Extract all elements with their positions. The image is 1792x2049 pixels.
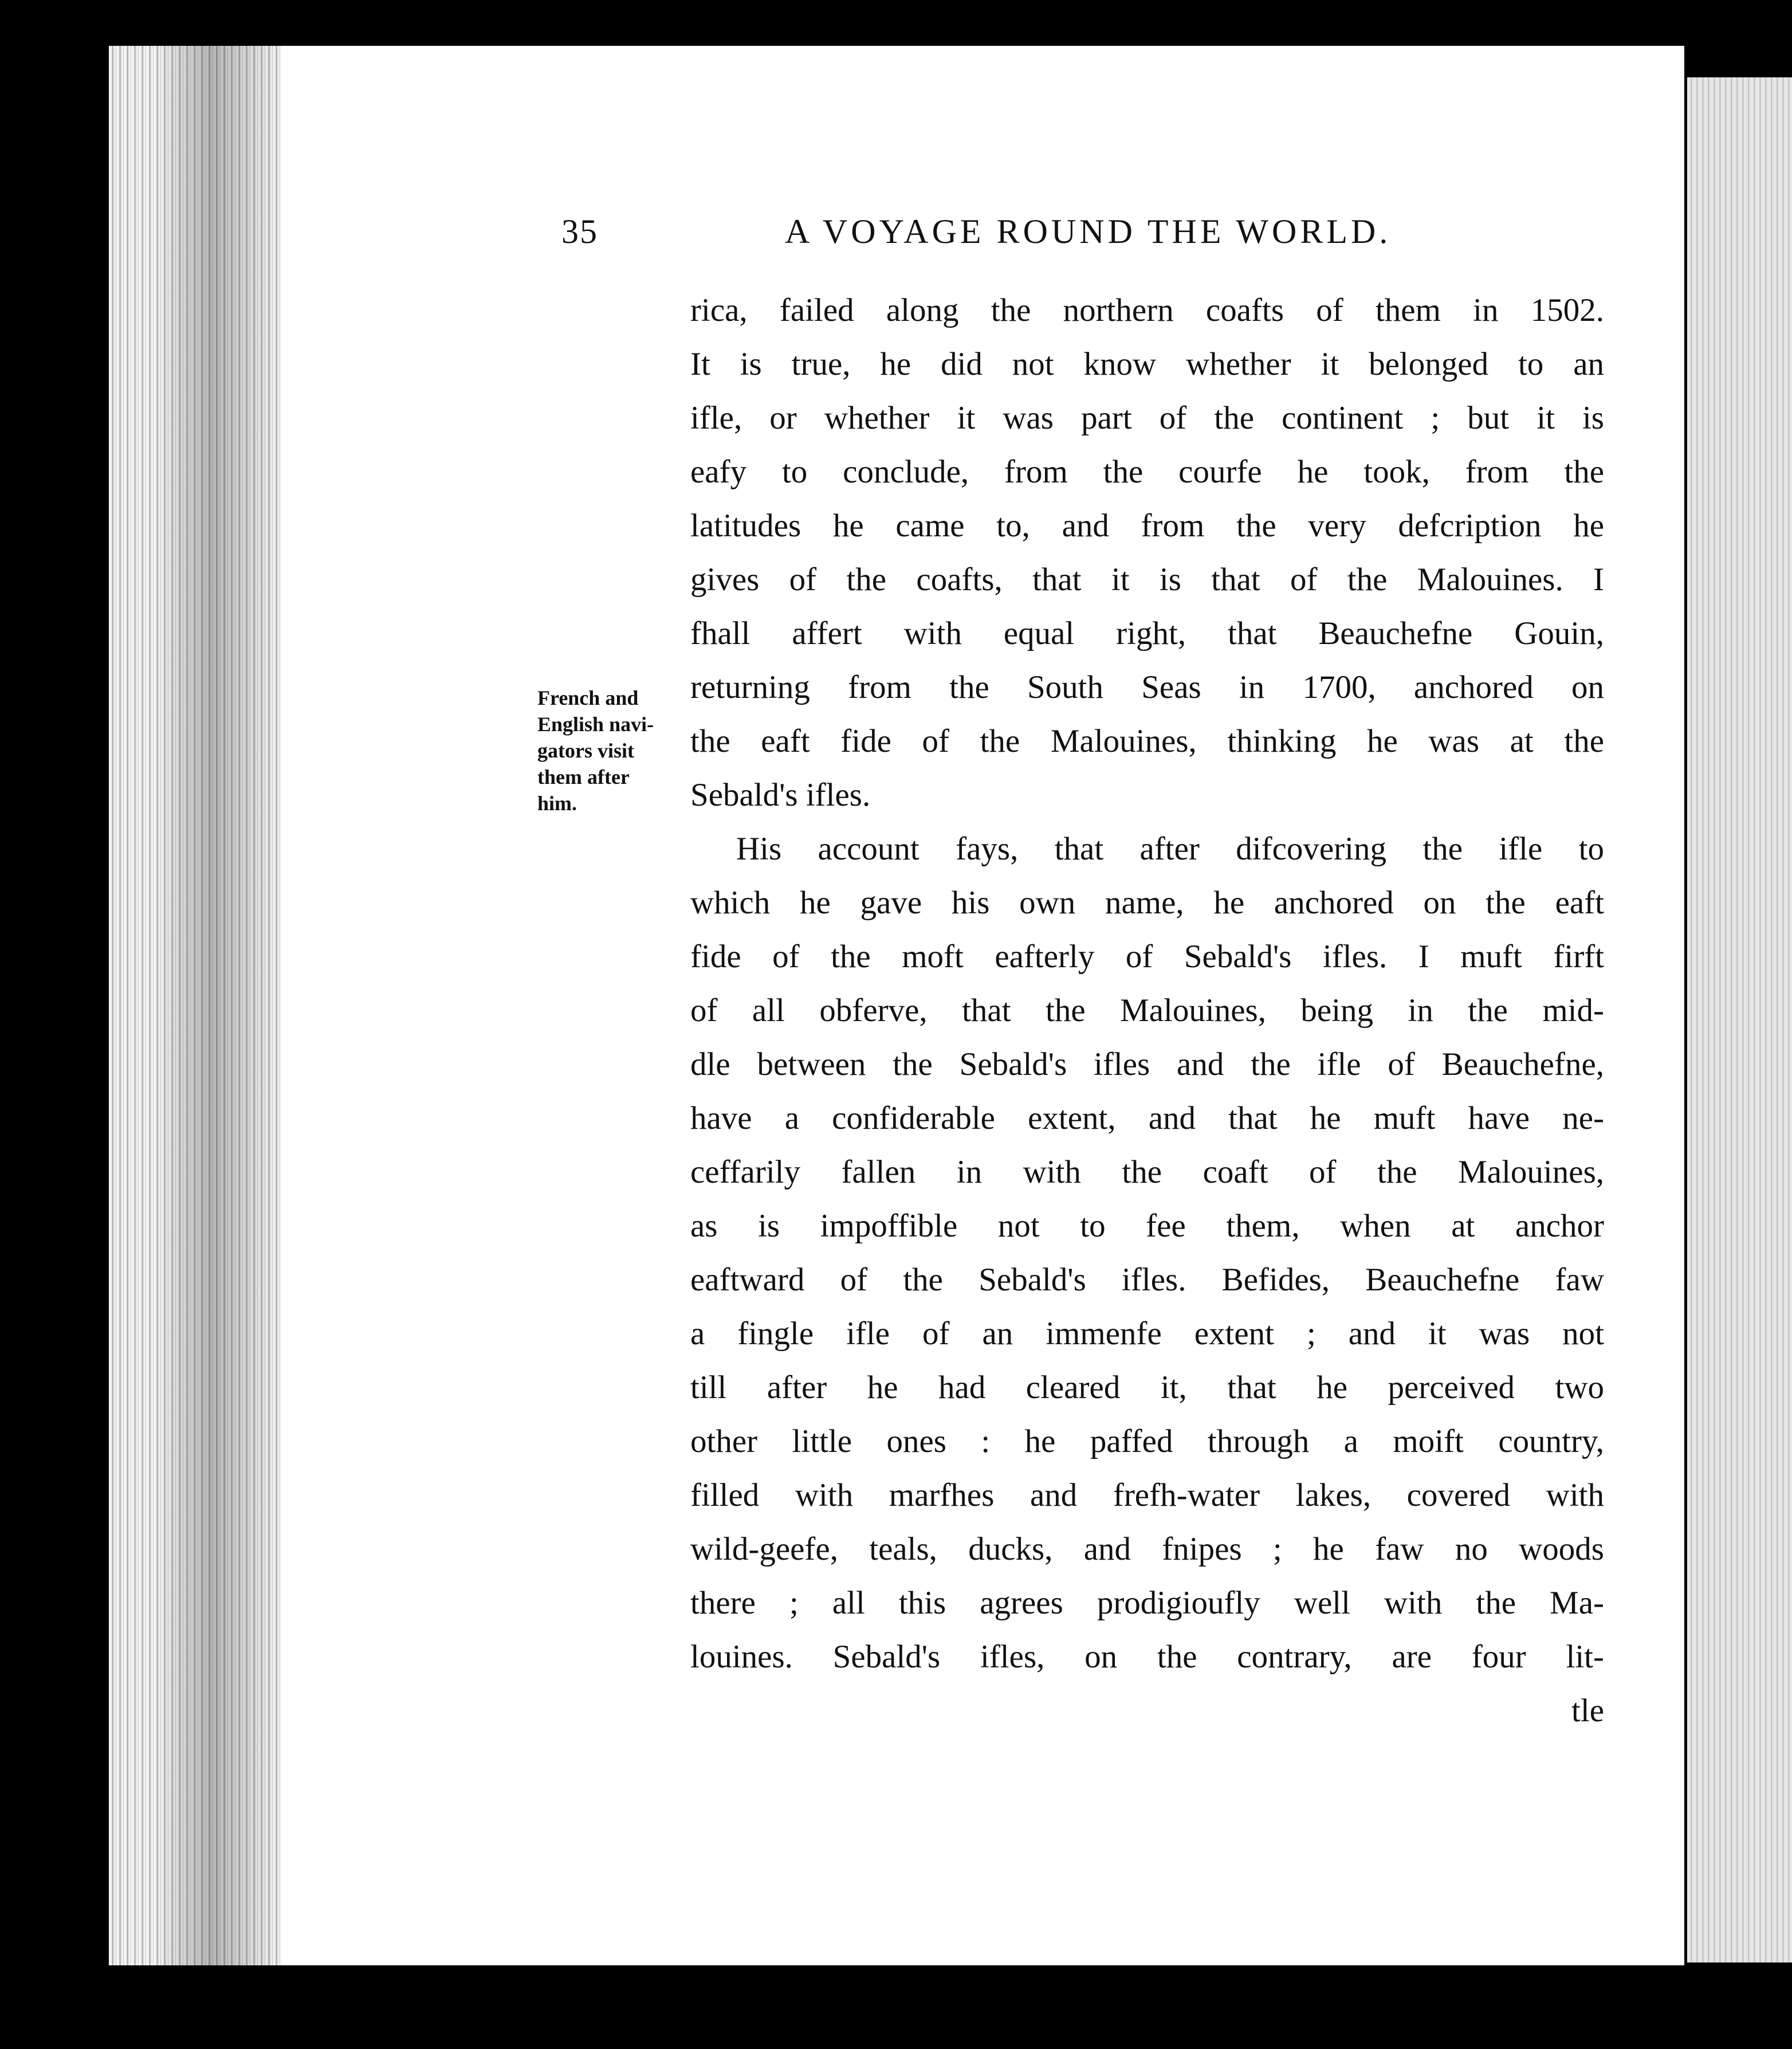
marginal-note-line: them after <box>537 766 630 788</box>
text-line: as is impoffible not to fee them, when at anchor <box>690 1208 1604 1244</box>
text-line: eaftward of the Sebald's ifles. Befides, Beauchefne faw <box>690 1262 1604 1298</box>
text-line: returning from the South Seas in 1700, anchored on <box>690 669 1604 705</box>
text-line: there ; all this agrees prodigioufly well with the Ma- <box>690 1585 1604 1621</box>
text-line: fide of the moft eafterly of Sebald's ifles. I muft firft <box>690 939 1604 975</box>
text-line: the eaft fide of the Malouines, thinking he was at the <box>690 723 1604 759</box>
text-line: which he gave his own name, he anchored on the eaft <box>690 885 1604 921</box>
book-fore-edge-shadow <box>155 46 281 1965</box>
marginal-note-line: him. <box>537 792 577 815</box>
book-right-edge <box>1687 77 1792 1962</box>
text-line: Sebald's ifles. <box>690 777 871 813</box>
page-title: A VOYAGE ROUND THE WORLD. <box>785 213 1392 250</box>
text-line: fhall affert with equal right, that Beauchefne Gouin, <box>690 615 1604 651</box>
body-text <box>690 284 1604 1738</box>
text-line: latitudes he came to, and from the very defcription he <box>690 508 1604 544</box>
text-line: ifle, or whether it was part of the continent ; but it is <box>690 400 1604 436</box>
text-line: rica, failed along the northern coafts of them in 1502. <box>690 292 1604 328</box>
text-line: gives of the coafts, that it is that of the Malouines. I <box>690 562 1604 598</box>
text-line: wild-geefe, teals, ducks, and fnipes ; he faw no woods <box>690 1531 1604 1567</box>
text-line: His account fays, that after difcovering the ifle to <box>736 831 1604 867</box>
marginal-note <box>537 685 686 817</box>
text-line: other little ones : he paffed through a moift country, <box>690 1423 1604 1459</box>
text-line: till after he had cleared it, that he perceived two <box>690 1369 1604 1406</box>
text-line: eafy to conclude, from the courfe he took, from the <box>690 454 1604 490</box>
text-line: a fingle ifle of an immenfe extent ; and it was not <box>690 1316 1604 1352</box>
text-line: louines. Sebald's ifles, on the contrary, are four lit- <box>690 1639 1604 1675</box>
catchword: tle <box>1571 1693 1604 1729</box>
text-line: ceffarily fallen in with the coaft of the Malouines, <box>690 1154 1604 1190</box>
text-line: It is true, he did not know whether it belonged to an <box>690 346 1604 382</box>
text-line: have a confiderable extent, and that he muft have ne- <box>690 1100 1604 1136</box>
marginal-note-line: English navi- <box>537 713 654 736</box>
page-number: 35 <box>561 213 598 250</box>
marginal-note-line: gators visit <box>537 739 634 762</box>
text-line: filled with marfhes and frefh-water lakes, covered with <box>690 1477 1604 1513</box>
marginal-note-line: French and <box>537 686 639 709</box>
running-head <box>281 212 1684 264</box>
text-line: of all obferve, that the Malouines, being in the mid- <box>690 992 1604 1029</box>
text-line: dle between the Sebald's ifles and the ifle of Beauchefne, <box>690 1046 1604 1082</box>
